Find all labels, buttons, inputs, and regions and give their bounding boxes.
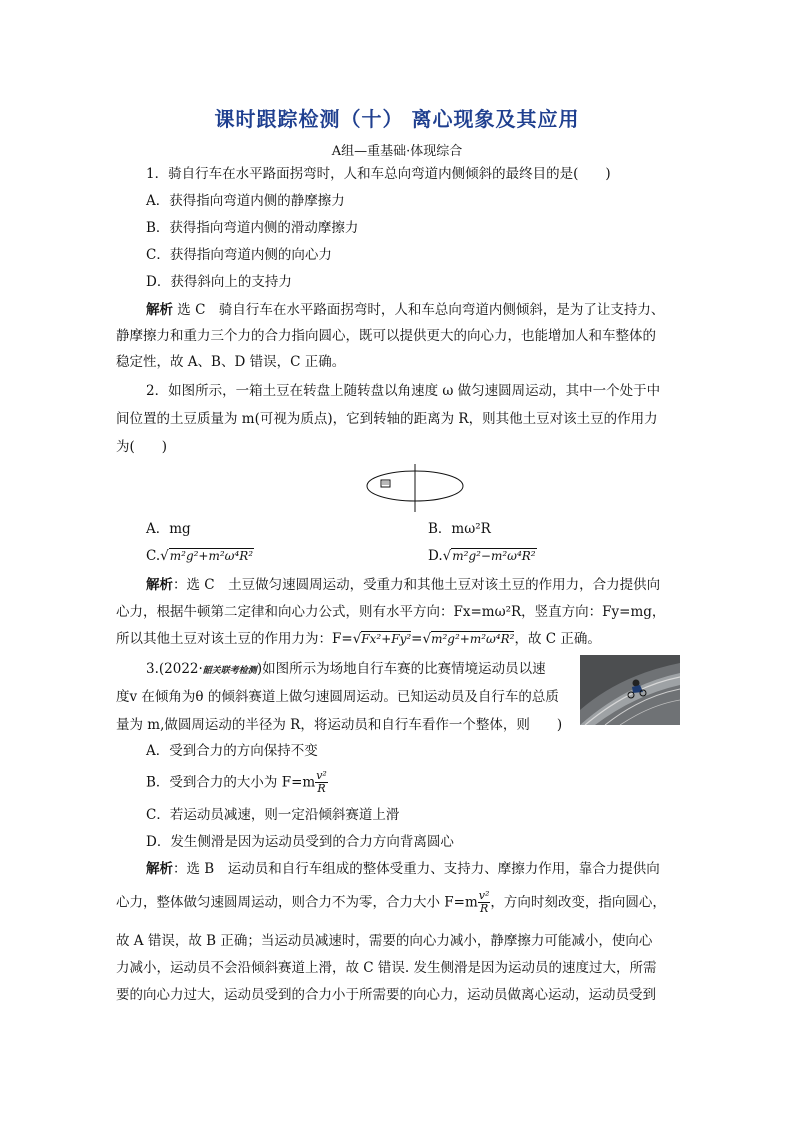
q3-option-b [146,770,328,800]
fraction-denominator: R [479,902,489,915]
q1-stem: 1．骑自行车在水平路面拐弯时，人和车总向弯道内侧倾斜的最终目的是( ) [146,166,611,182]
q2-solution-equals: = [411,631,423,647]
turntable-figure [360,462,470,514]
solution-label: 解析 [146,302,173,318]
fraction-v2-over-r [478,890,491,915]
q1-solution-line1 [146,301,664,319]
q2-solution-text-a: 所以其他土豆对该土豆的作用力为：F= [116,631,353,647]
q3-solution-line4: 力减小，运动员不会沿倾斜赛道上滑，故 C 错误. 发生侧滑是因为运动员的速度过大，所需 [116,960,657,976]
q3-stem-line3: 量为 m,做圆周运动的半径为 R，将运动员和自行车看作一个整体，则 ) [116,717,563,733]
q2-option-d-expr: m²g²−m²ω⁴R² [452,549,536,563]
q3-solution-line3: 故 A 错误，故 B 正确；当运动员减速时，需要的向心力减小，静摩擦力可能减小，使向心 [116,933,653,949]
q3-stem-text: )如图所示为场地自行车赛的比赛情境运动员以速 [256,661,546,677]
q2-option-d-prefix: D. [428,548,443,564]
q1-option-b: B．获得指向弯道内侧的滑动摩擦力 [146,220,359,236]
q2-solution-text: ：选 C 土豆做匀速圆周运动，受重力和其他土豆对该土豆的作用力，合力提供向 [173,577,661,593]
q3-option-a: A．受到合力的方向保持不变 [146,743,318,759]
q3-option-c: C．若运动员减速，则一定沿倾斜赛道上滑 [146,807,400,823]
q2-solution-line3 [116,630,601,648]
q2-solution-line2: 心力，根据牛顿第二定律和向心力公式，则有水平方向：Fx=mω²R，竖直方向：Fy=mg， [116,604,666,620]
q2-stem-line1: 2．如图所示，一箱土豆在转盘上随转盘以角速度 ω 做匀速圆周运动，其中一个处于中 [146,383,661,399]
q1-solution-line2: 静摩擦力和重力三个力的合力指向圆心，既可以提供更大的向心力，也能增加人和车整体的 [116,328,656,344]
q1-solution-line3: 稳定性，故 A、B、D 错误，C 正确。 [116,354,346,370]
fraction-numerator: v² [478,889,490,902]
q3-solution-line2 [116,890,666,920]
q2-solution-line1 [146,576,660,594]
solution-label: 解析 [146,577,173,593]
q3-option-b-prefix: B．受到合力的大小为 F=m [146,774,316,791]
q1-option-a: A．获得指向弯道内侧的静摩擦力 [146,193,345,209]
cycling-track-photo [580,655,680,725]
q3-stem-year: 3.(2022· [146,661,203,677]
q2-solution-text-c: ，故 C 正确。 [514,631,601,647]
q3-solution-text: ：选 B 运动员和自行车组成的整体受重力、支持力、摩擦力作用，靠合力提供向 [173,861,660,877]
fraction-v2-over-r [315,770,328,795]
q3-option-d: D．发生侧滑是因为运动员受到的合力方向背离圆心 [146,834,454,850]
q3-stem-line2: 度v 在倾角为θ 的倾斜赛道上做匀速圆周运动。已知运动员及自行车的总质 [116,689,559,705]
solution-label: 解析 [146,861,173,877]
q2-option-c [146,547,254,565]
q2-option-a: A．mg [146,521,191,537]
q2-option-b: B．mω²R [428,521,491,537]
q3-solution-line1 [146,860,660,878]
sqrt-sign: √ [442,548,452,564]
q2-option-d [428,547,537,565]
q3-source-tag: 韶关联考检测 [202,666,257,676]
q1-solution-text: 选 C 骑自行车在水平路面拐弯时，人和车总向弯道内侧倾斜，是为了让支持力、 [177,302,665,318]
sqrt-sign: √ [422,631,432,647]
q3-solution-line5: 要的向心力过大，运动员受到的合力小于所需要的向心力，运动员做离心运动，运动员受到 [116,987,656,1003]
q3-solution-text-b: ，方向时刻改变，指向圆心， [490,894,666,911]
q1-option-d: D．获得斜向上的支持力 [146,274,292,290]
q2-option-c-prefix: C. [146,548,161,564]
fraction-numerator: v² [316,769,327,782]
q2-stem-line3: 为( ) [116,439,168,455]
section-subtitle: A组—重基础·体现综合 [331,144,463,159]
q2-solution-root2: m²g²+m²ω⁴R² [431,632,515,646]
q2-solution-root1: Fx²+Fy² [361,632,412,646]
page-title: 课时跟踪检测（十） 离心现象及其应用 [214,107,580,131]
q1-option-c: C．获得指向弯道内侧的向心力 [146,247,332,263]
fraction-denominator: R [317,782,326,795]
q2-option-c-expr: m²g²+m²ω⁴R² [169,549,254,563]
q3-solution-text-a: 心力，整体做匀速圆周运动，则合力不为零，合力大小 F=m [116,894,478,911]
sqrt-sign: √ [160,548,169,564]
q3-stem-line1 [146,660,546,680]
q2-stem-line2: 间位置的土豆质量为 m(可视为质点)，它到转轴的距离为 R，则其他土豆对该土豆的作用力 [116,411,658,427]
sqrt-sign: √ [352,631,362,647]
